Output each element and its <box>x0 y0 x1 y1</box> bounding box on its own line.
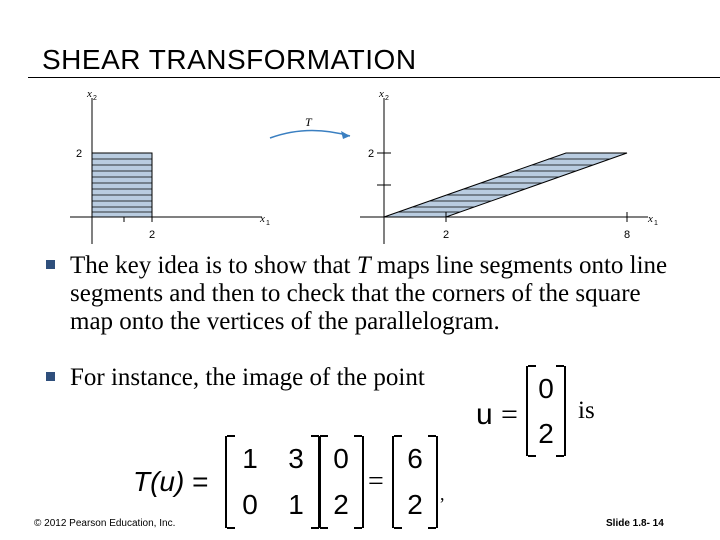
bullet-2 <box>46 364 686 392</box>
bullet-1-text-a: The key idea is to show that <box>70 252 357 279</box>
result-entry-1: 6 <box>407 443 423 474</box>
matrix-entry-11: 1 <box>242 443 258 474</box>
copyright-footer: © 2012 Pearson Education, Inc. <box>34 518 176 529</box>
right-plot <box>360 88 658 244</box>
left-x-tick-label: 2 <box>149 229 156 241</box>
matrix-entry-22: 1 <box>288 489 304 520</box>
equation-lhs <box>133 466 208 498</box>
result-vector <box>392 436 438 528</box>
bullet-1-text-b: maps line segments onto line segments and then to check that the corners of the square map onto the vertices of the parallelogram. <box>70 252 668 335</box>
u-entry-1: 0 <box>538 372 554 404</box>
slide-number: Slide 1.8- 14 <box>606 518 664 529</box>
left-y-axis-label: x <box>87 88 92 100</box>
right-x-tick-label-2: 2 <box>443 229 450 241</box>
equation-equals-2: = <box>368 466 384 497</box>
u-equals: = <box>501 398 518 431</box>
title-divider <box>28 77 720 78</box>
shear-matrix <box>225 436 321 528</box>
slide-title: SHEAR TRANSFORMATION <box>42 44 417 75</box>
equation-comma: , <box>440 484 445 504</box>
u-symbol: u <box>476 398 493 431</box>
is-text: is <box>578 397 595 424</box>
matrix-entry-12: 3 <box>288 443 304 474</box>
right-y-tick-label: 2 <box>368 148 375 160</box>
input-vector <box>318 436 364 528</box>
input-entry-1: 0 <box>333 443 349 474</box>
point-u-expression <box>476 398 518 432</box>
arrow-label: T <box>305 115 312 129</box>
right-y-axis-sub: 2 <box>385 95 389 102</box>
matrix-entry-21: 0 <box>242 489 258 520</box>
right-y-axis-label: x <box>379 88 384 100</box>
tu-symbol: T(u) <box>133 466 185 497</box>
result-entry-2: 2 <box>407 489 423 520</box>
bullet-list <box>46 252 686 392</box>
point-u-vector <box>526 366 566 456</box>
bullet-1-T: T <box>356 252 371 279</box>
transform-arrow <box>270 115 350 139</box>
left-x-axis-sub: 1 <box>266 220 270 227</box>
bullet-1 <box>46 252 686 336</box>
tu-equals: = <box>192 466 209 497</box>
bullet-square-icon <box>46 372 55 381</box>
u-entry-2: 2 <box>538 417 554 449</box>
bullet-square-icon <box>46 260 55 269</box>
right-x-axis-sub: 1 <box>654 220 658 227</box>
left-y-tick-label: 2 <box>76 148 83 160</box>
right-x-axis-label: x <box>648 213 653 225</box>
right-x-tick-label-8: 8 <box>624 229 631 241</box>
left-plot <box>70 88 270 244</box>
bullet-2-text: For instance, the image of the point <box>70 364 425 391</box>
input-entry-2: 2 <box>333 489 349 520</box>
left-x-axis-label: x <box>260 213 265 225</box>
left-y-axis-sub: 2 <box>93 95 97 102</box>
shear-figure <box>0 86 720 251</box>
